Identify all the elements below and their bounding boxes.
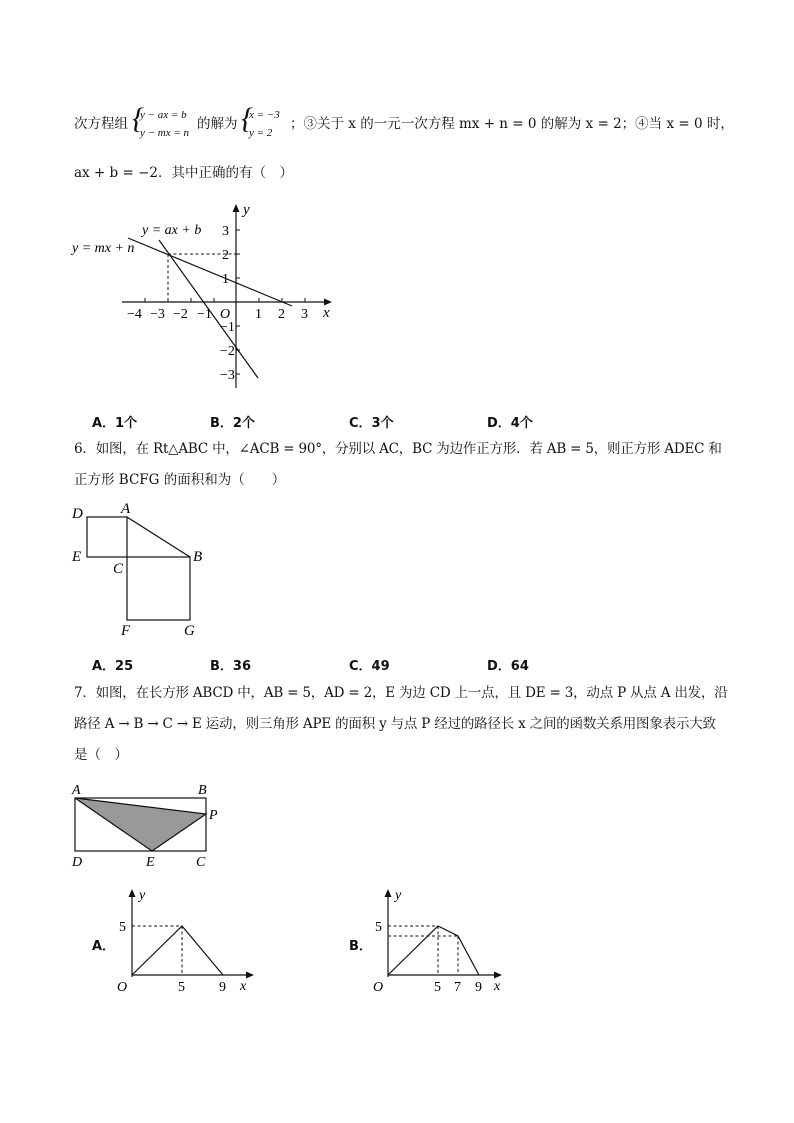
- q7-option-b-graph[interactable]: [368, 885, 518, 1000]
- x-tick-label: −1: [197, 307, 212, 322]
- y-axis-label: y: [243, 202, 250, 218]
- label-d: D: [72, 855, 83, 870]
- q5-option-b[interactable]: B．2个: [210, 416, 255, 431]
- y-tick-label: −1: [220, 320, 235, 335]
- label-b: B: [198, 783, 207, 798]
- y-tick-label: 1: [222, 272, 229, 287]
- origin-label: O: [220, 307, 231, 322]
- label-d: D: [72, 506, 83, 522]
- x-tick-label: 9: [475, 980, 482, 995]
- label-c: C: [196, 855, 206, 870]
- label-e: E: [72, 549, 82, 565]
- square-adec: [87, 517, 127, 557]
- q5-line1-prefix: 次方程组: [74, 116, 128, 132]
- line-mx-plus-n: [128, 238, 292, 306]
- x-tick-label: 5: [434, 980, 441, 995]
- q7-rectangle-figure: [70, 782, 230, 872]
- label-line-mx-n: y = mx + n: [72, 241, 135, 256]
- q7-option-a-label[interactable]: A．: [92, 939, 116, 954]
- q7-option-b-label[interactable]: B．: [349, 939, 372, 954]
- q6-line1: 6．如图，在 Rt△ABC 中，∠ACB = 90°，分别以 AC，BC 为边作正方形．若 AB = 5，则正方形 ADEC 和: [74, 441, 722, 457]
- q5-system-solution: [241, 102, 289, 140]
- q5-option-c[interactable]: C．3个: [349, 416, 394, 431]
- x-tick-label: 7: [454, 980, 461, 995]
- q6-option-c[interactable]: C．49: [349, 659, 390, 674]
- x-tick-label: 9: [219, 980, 226, 995]
- origin-label: O: [117, 980, 128, 995]
- y-tick-label: 5: [119, 920, 126, 935]
- q5-option-d[interactable]: D．4个: [487, 416, 533, 431]
- q7-line3: 是（ ）: [74, 747, 128, 763]
- y-tick-label: 5: [375, 920, 382, 935]
- y-tick-label: −3: [220, 368, 235, 383]
- q6-line2: 正方形 BCFG 的面积和为（ ）: [74, 472, 286, 488]
- y-tick-label: 3: [222, 224, 229, 239]
- system-eq-2: y − mx = n: [140, 127, 190, 139]
- q5-graph: [70, 200, 330, 390]
- y-axis-label: y: [395, 888, 402, 903]
- label-c: C: [113, 561, 124, 577]
- x-tick-label: −2: [173, 307, 188, 322]
- q6-figure: [70, 500, 210, 640]
- solution-x: x = −3: [249, 109, 280, 121]
- y-arrow-icon: [385, 889, 392, 897]
- q7-line2: 路径 A → B → C → E 运动，则三角形 APE 的面积 y 与点 P 经过的路径长 x 之间的函数关系用图象表示大致: [74, 716, 716, 732]
- y-axis-label: y: [139, 888, 146, 903]
- x-tick-label: −4: [127, 307, 142, 322]
- q6-option-b[interactable]: B．36: [210, 659, 251, 674]
- label-e: E: [146, 855, 155, 870]
- label-a: A: [121, 501, 131, 517]
- x-tick-label: 1: [255, 307, 262, 322]
- x-axis-label: x: [323, 305, 330, 321]
- segment-ab: [127, 517, 190, 557]
- q5-line1-mid: 的解为: [197, 116, 238, 132]
- x-tick-label: 2: [278, 307, 285, 322]
- x-tick-label: 5: [178, 980, 185, 995]
- y-arrow-icon: [233, 204, 240, 212]
- x-arrow-icon: [494, 972, 502, 979]
- label-b: B: [193, 549, 203, 565]
- q5-line2: ax + b = −2．其中正确的有（ ）: [74, 165, 293, 181]
- q5-line1-part3: ；③关于 x 的一元一次方程 mx + n = 0 的解为 x = 2；④当 x = 0 时，: [290, 116, 734, 132]
- q5-system-equations: [132, 102, 196, 140]
- x-arrow-icon: [246, 972, 254, 979]
- origin-label: O: [373, 980, 384, 995]
- graph-polyline: [132, 926, 223, 975]
- q6-option-d[interactable]: D．64: [487, 659, 529, 674]
- x-tick-label: −3: [150, 307, 165, 322]
- q7-line1: 7．如图，在长方形 ABCD 中，AB = 5，AD = 2，E 为边 CD 上一点，且 DE = 3，动点 P 从点 A 出发，沿: [74, 685, 728, 701]
- q7-option-a-graph[interactable]: [112, 885, 262, 1000]
- label-f: F: [121, 623, 131, 639]
- y-arrow-icon: [129, 889, 136, 897]
- label-p: P: [209, 808, 218, 823]
- x-tick-label: 3: [301, 307, 308, 322]
- triangle-ape: [75, 798, 206, 851]
- square-bcfg: [127, 557, 190, 620]
- graph-polyline: [388, 926, 479, 975]
- q5-option-a[interactable]: A．1个: [92, 416, 138, 431]
- brace-icon: {: [241, 102, 253, 135]
- label-a: A: [72, 783, 81, 798]
- y-tick-label: 2: [222, 248, 229, 263]
- x-axis-label: x: [494, 979, 501, 994]
- brace-icon: {: [132, 102, 144, 135]
- q6-option-a[interactable]: A．25: [92, 659, 134, 674]
- label-g: G: [184, 623, 195, 639]
- system-eq-1: y − ax = b: [140, 109, 187, 121]
- solution-y: y = 2: [249, 127, 273, 139]
- y-tick-label: −2: [220, 344, 235, 359]
- x-axis-label: x: [240, 979, 247, 994]
- label-line-ax-b: y = ax + b: [142, 223, 202, 238]
